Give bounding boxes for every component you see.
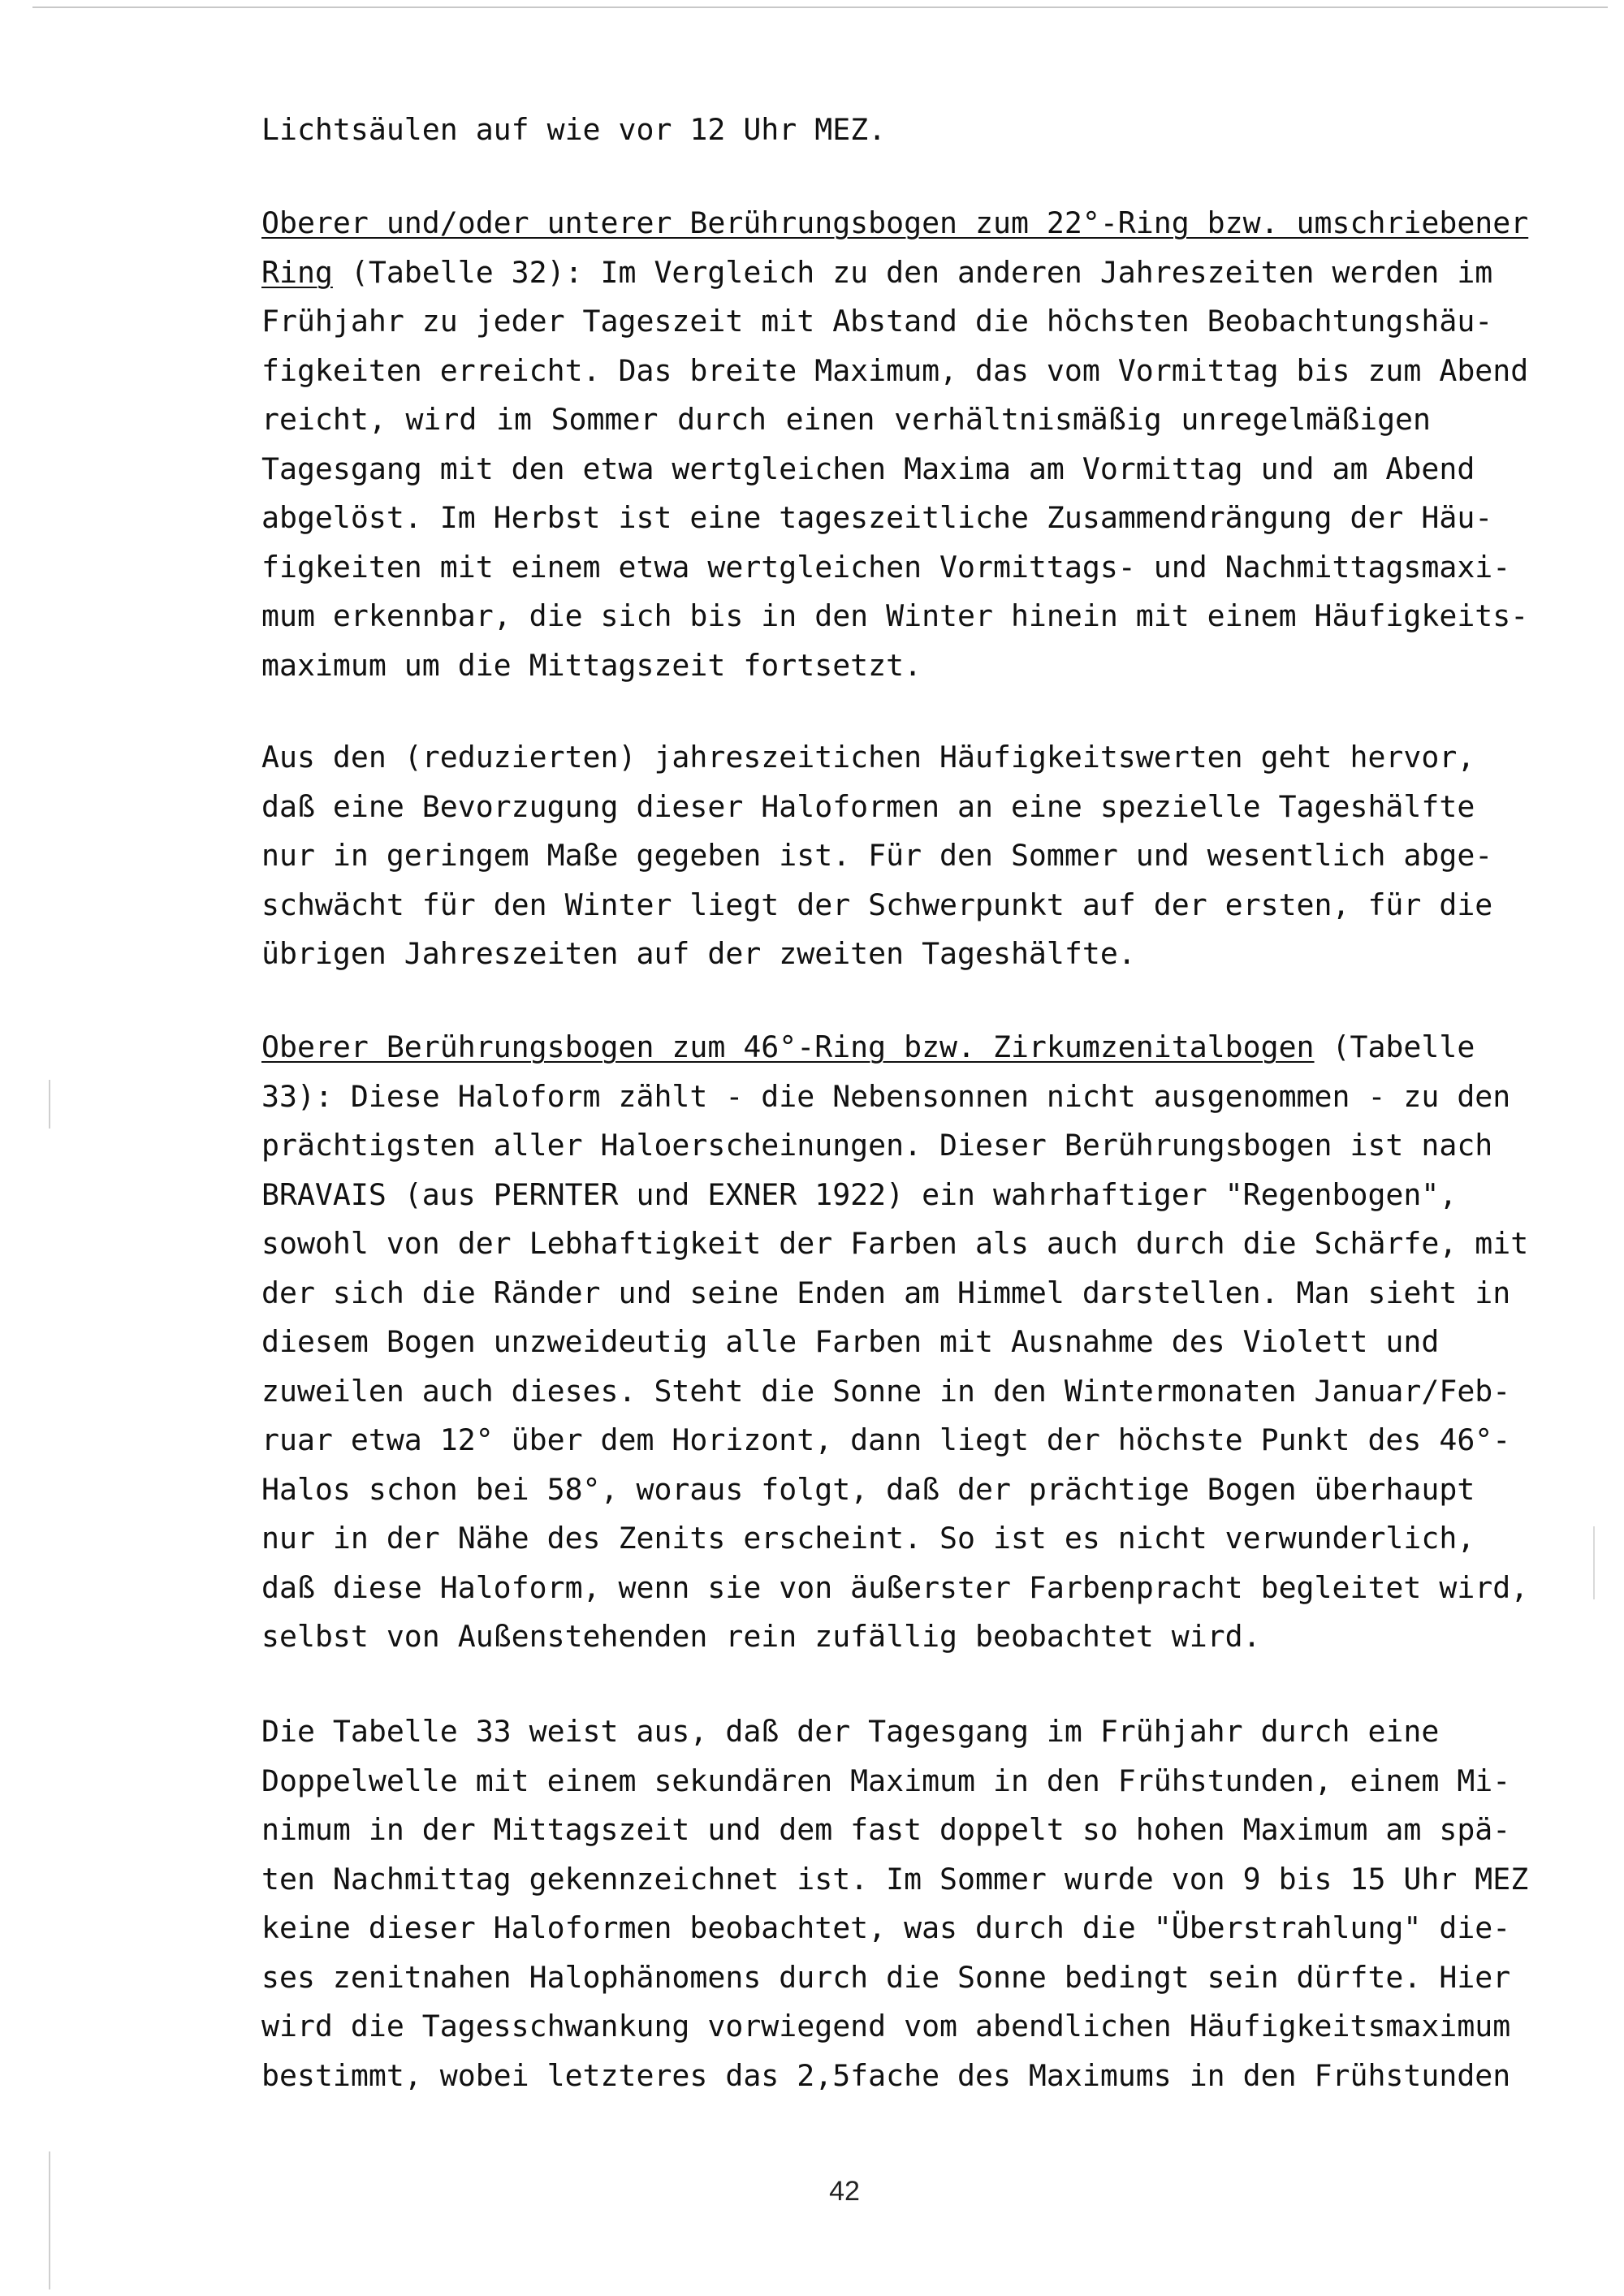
text-line: abgelöst. Im Herbst ist eine tageszeitliche Zusammendrängung der Häu- bbox=[261, 500, 1493, 535]
text-line: nimum in der Mittagszeit und dem fast doppelt so hohen Maximum am spä- bbox=[261, 1812, 1511, 1847]
section-heading bbox=[261, 199, 1529, 248]
text-line bbox=[261, 248, 1493, 298]
text-line: übrigen Jahreszeiten auf der zweiten Tageshälfte. bbox=[261, 936, 1136, 971]
text-line: figkeiten erreicht. Das breite Maximum, das vom Vormittag bis zum Abend bbox=[261, 352, 1529, 388]
page-number: 42 bbox=[829, 2176, 860, 2207]
text-line: maximum um die Mittagszeit fortsetzt. bbox=[261, 647, 922, 683]
text-line: Die Tabelle 33 weist aus, daß der Tagesgang im Frühjahr durch eine bbox=[261, 1714, 1440, 1749]
text-line: Halos schon bei 58°, woraus folgt, daß der prächtige Bogen überhaupt bbox=[261, 1471, 1475, 1507]
paragraph-tangent-arcs-22 bbox=[261, 199, 1529, 690]
text-line: ruar etwa 12° über dem Horizont, dann liegt der höchste Punkt des 46°- bbox=[261, 1422, 1511, 1457]
text-run: (Tabelle bbox=[1314, 1029, 1475, 1064]
text-line: zuweilen auch dieses. Steht die Sonne in den Wintermonaten Januar/Feb- bbox=[261, 1373, 1511, 1409]
text-line: Frühjahr zu jeder Tageszeit mit Abstand die höchsten Beobachtungshäu- bbox=[261, 304, 1493, 339]
text-line: Lichtsäulen auf wie vor 12 Uhr MEZ. bbox=[261, 112, 887, 147]
text-line: ten Nachmittag gekennzeichnet ist. Im Sommer wurde von 9 bis 15 Uhr MEZ bbox=[261, 1861, 1529, 1897]
text-line: wird die Tagesschwankung vorwiegend vom abendlichen Häufigkeitsmaximum bbox=[261, 2009, 1511, 2044]
text-line: BRAVAIS (aus PERNTER und EXNER 1922) ein wahrhaftiger "Regenbogen", bbox=[261, 1176, 1458, 1212]
paragraph-daytime-preference bbox=[261, 733, 1493, 979]
text-line: diesem Bogen unzweideutig alle Farben mit Ausnahme des Violett und bbox=[261, 1324, 1440, 1359]
text-line: reicht, wird im Sommer durch einen verhältnismäßig unregelmäßigen bbox=[261, 402, 1431, 437]
text-line: ses zenitnahen Halophänomens durch die Sonne bedingt sein dürfte. Hier bbox=[261, 1959, 1511, 1995]
text-line: keine dieser Haloformen beobachtet, was durch die "Überstrahlung" die- bbox=[261, 1910, 1511, 1945]
text-line: daß eine Bevorzugung dieser Haloformen an eine spezielle Tageshälfte bbox=[261, 788, 1475, 824]
section-heading bbox=[261, 1023, 1475, 1072]
text-line: Aus den (reduzierten) jahreszeitichen Häufigkeitswerten geht hervor, bbox=[261, 740, 1475, 775]
text-line: daß diese Haloform, wenn sie von äußerster Farbenpracht begleitet wird, bbox=[261, 1569, 1529, 1605]
text-line: prächtigsten aller Haloerscheinungen. Dieser Berührungsbogen ist nach bbox=[261, 1128, 1493, 1163]
text-line: nur in der Nähe des Zenits erscheint. So ist es nicht verwunderlich, bbox=[261, 1521, 1475, 1556]
text-line: sowohl von der Lebhaftigkeit der Farben als auch durch die Schärfe, mit bbox=[261, 1226, 1529, 1261]
text-line: nur in geringem Maße gegeben ist. Für den Sommer und wesentlich abge- bbox=[261, 838, 1493, 873]
heading-underlined-text: Oberer und/oder unterer Berührungsbogen zum 22°-Ring bzw. umschriebener bbox=[261, 205, 1529, 240]
text-line: bestimmt, wobei letzteres das 2,5fache des Maximums in den Frühstunden bbox=[261, 2057, 1511, 2093]
scan-margin-mark bbox=[49, 2151, 50, 2290]
text-line: Doppelwelle mit einem sekundären Maximum in den Frühstunden, einem Mi- bbox=[261, 1763, 1511, 1798]
text-line: selbst von Außenstehenden rein zufällig beobachtet wird. bbox=[261, 1619, 1261, 1654]
paragraph-circumzenithal-arc bbox=[261, 1023, 1529, 1662]
text-line: schwächt für den Winter liegt der Schwerpunkt auf der ersten, für die bbox=[261, 887, 1493, 922]
heading-underlined-text: Oberer Berührungsbogen zum 46°-Ring bzw. Zirkumzenitalbogen bbox=[261, 1029, 1315, 1064]
text-line: der sich die Ränder und seine Enden am Himmel darstellen. Man sieht in bbox=[261, 1275, 1511, 1310]
heading-underlined-text: Ring bbox=[261, 254, 333, 290]
text-line: 33): Diese Haloform zählt - die Nebensonnen nicht ausgenommen - zu den bbox=[261, 1078, 1511, 1114]
scan-top-edge bbox=[32, 6, 1608, 8]
text-run: (Tabelle 32): Im Vergleich zu den anderen Jahreszeiten werden im bbox=[332, 254, 1493, 290]
text-line: Tagesgang mit den etwa wertgleichen Maxima am Vormittag und am Abend bbox=[261, 451, 1475, 486]
scan-margin-mark bbox=[49, 1080, 50, 1129]
text-line: figkeiten mit einem etwa wertgleichen Vormittags- und Nachmittagsmaxi- bbox=[261, 549, 1511, 585]
text-line: mum erkennbar, die sich bis in den Winter hinein mit einem Häufigkeits- bbox=[261, 598, 1529, 633]
paragraph-daily-course bbox=[261, 1707, 1529, 2100]
carryover-paragraph bbox=[261, 106, 1431, 155]
scan-margin-mark bbox=[1593, 1526, 1595, 1599]
